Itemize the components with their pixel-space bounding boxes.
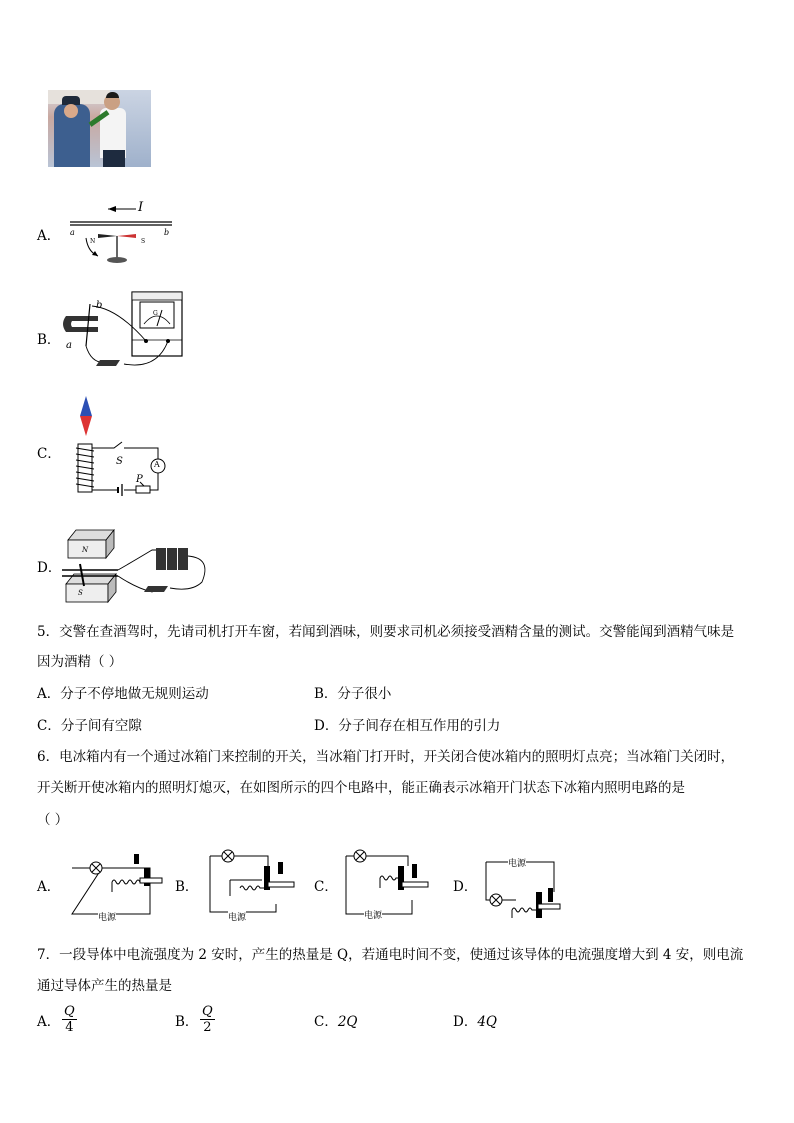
option-a-label: A． [37,228,61,244]
option-b-label: B． [37,332,61,348]
needle-n: N [90,238,96,245]
fridge-circuit-b [206,846,302,922]
option-text: 2Q [337,1014,358,1030]
question-6-stem-line2: 开关断开使冰箱内的照明灯熄灭，在如图所示的四个电路中，能正确表示冰箱开门状态下冰箱内照明电路的是 [37,780,685,796]
wire-letter-a: a [66,340,72,351]
wire-letter-b: b [96,300,103,311]
q7-option-b-label[interactable]: B． [175,1014,199,1030]
option-label: D． [453,1014,478,1030]
denominator: 2 [203,1020,212,1035]
current-label: I [138,200,144,215]
rheostat-label-p: P [136,474,143,485]
numerator: Q [202,1004,213,1019]
needle-under-wire-figure [66,200,176,270]
q5-option-b[interactable] [314,684,391,704]
q7-option-c[interactable] [314,1012,358,1032]
option-label: D． [314,718,339,734]
power-source-label-b: 电源 [228,910,246,923]
needle-s: S [141,238,146,245]
police-photo [48,90,151,167]
denominator: 4 [65,1020,74,1035]
question-7-stem-line1: 7．一段导体中电流强度为 2 安时，产生的热量是 Q，若通电时间不变，使通过该导体的电流强度增大到 4 安，则电流 [37,947,744,963]
fridge-circuit-c [342,844,438,920]
fridge-circuit-d [482,852,578,922]
option-text: 4Q [477,1014,497,1030]
q6-option-b-label[interactable]: B． [175,879,199,895]
q7-option-d[interactable] [453,1012,497,1032]
numerator: Q [64,1004,75,1019]
q7-option-b-fraction [200,1004,215,1035]
q5-option-c[interactable] [37,716,142,736]
option-label: C． [314,1014,338,1030]
option-c-label: C． [37,446,61,462]
q5-option-d[interactable] [314,716,500,736]
q7-option-a-label[interactable]: A． [37,1014,61,1030]
option-text: 分子很小 [337,686,392,702]
switch-label-s: S [116,456,123,467]
q7-option-a-fraction [62,1004,77,1035]
wire-end-a: a [70,228,75,237]
question-5-stem-line2: 因为酒精（ ） [37,654,123,670]
q5-option-a[interactable] [37,684,209,704]
power-source-label-c: 电源 [364,908,382,921]
pole-n-label: N [82,546,89,554]
power-source-label-a: 电源 [98,910,116,923]
option-d-label: D． [37,560,62,576]
magnet-galvanometer-figure [62,288,187,373]
option-text: 分子间存在相互作用的引力 [338,718,501,734]
galvanometer-g: G [153,310,158,317]
option-text: 分子不停地做无规则运动 [60,686,209,702]
q6-option-a-label[interactable]: A． [37,879,61,895]
q6-option-d-label[interactable]: D． [453,879,478,895]
option-text: 分子间有空隙 [60,718,142,734]
q6-option-c-label[interactable]: C． [314,879,338,895]
question-6-stem-line1: 6．电冰箱内有一个通过冰箱门来控制的开关，当冰箱门打开时，开关闭合使冰箱内的照明灯点亮；当冰箱门关闭时， [37,749,735,765]
electromagnet-circuit-figure [70,396,180,498]
option-label: A． [37,686,61,702]
question-5-stem-line1: 5．交警在查酒驾时，先请司机打开车窗，若闻到酒味，则要求司机必须接受酒精含量的测试。交警能闻到酒精气味是 [37,624,735,640]
wire-end-b: b [164,228,170,237]
question-7-stem-line2: 通过导体产生的热量是 [37,978,172,994]
option-label: C． [37,718,61,734]
magnet-rails-figure [62,528,212,610]
pole-s-label: S [78,589,83,597]
ammeter-label: A [154,460,160,469]
option-label: B． [314,686,338,702]
question-6-stem-line3: （ ） [37,812,69,828]
power-source-label-d: 电源 [508,856,526,869]
